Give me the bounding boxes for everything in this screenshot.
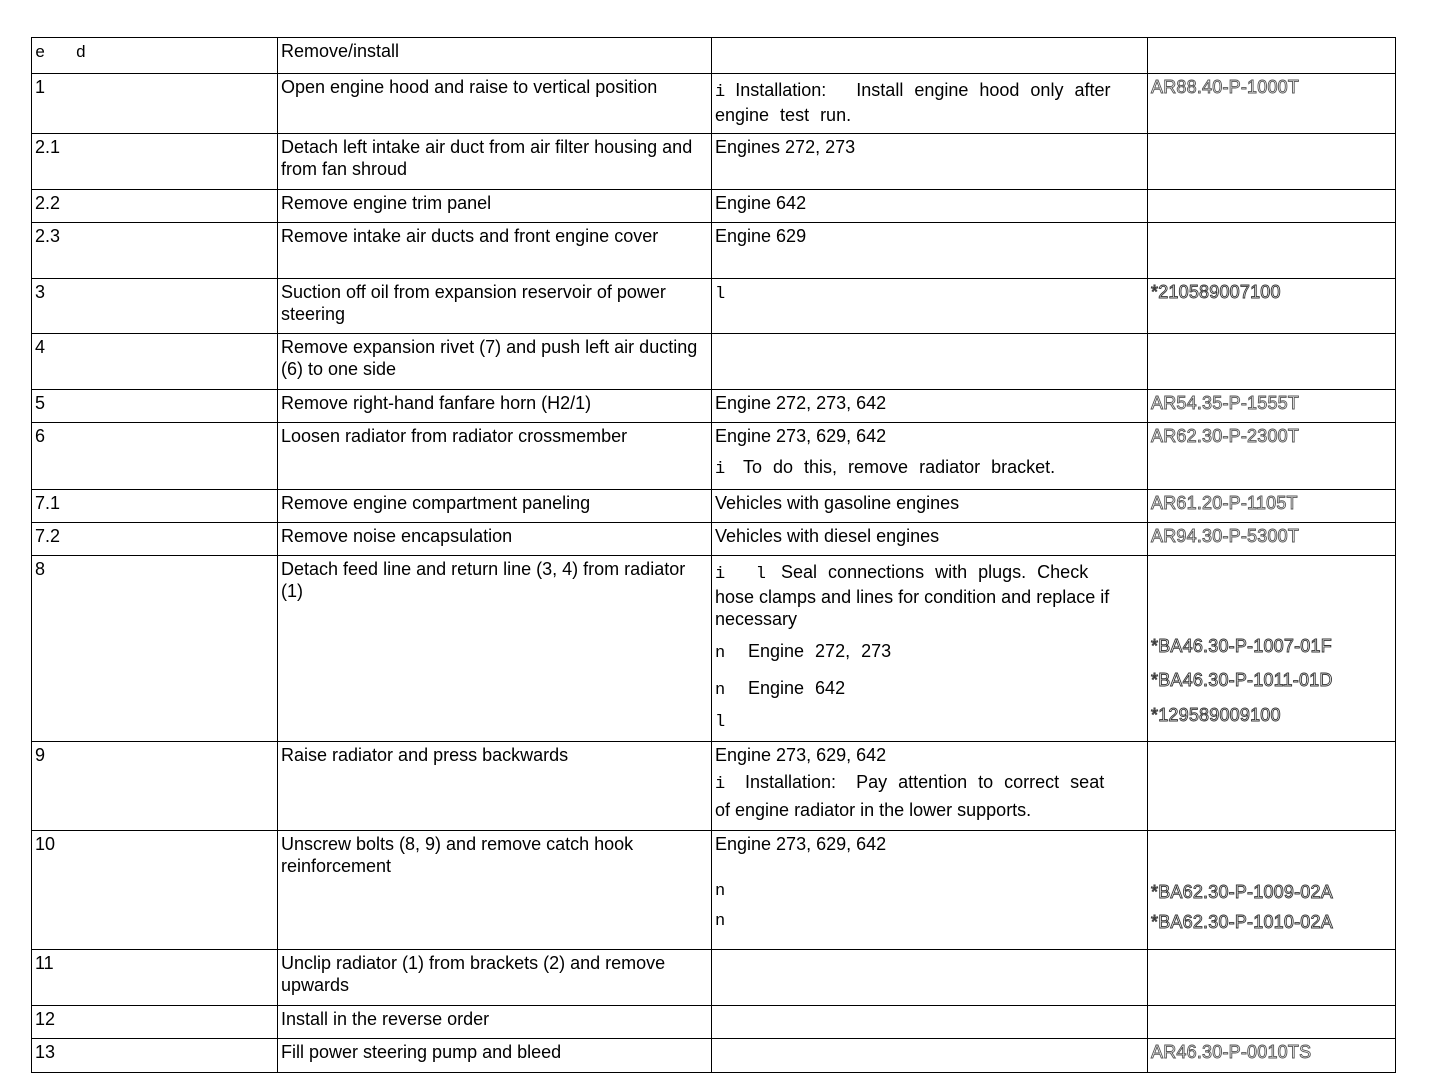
step-action-text: Detach left intake air duct from air filter housing and from fan shroud xyxy=(281,137,693,179)
step-action-text: Remove expansion rivet (7) and push left air ducting (6) to one side xyxy=(281,337,698,379)
step-action xyxy=(278,1006,712,1039)
step-note xyxy=(712,223,1148,279)
bullet-icon: n xyxy=(715,681,726,700)
step-action-text: Remove intake air ducts and front engine cover xyxy=(281,226,659,246)
step-number xyxy=(32,423,278,490)
step-ref xyxy=(1148,423,1396,490)
note-text: Engine 273, 629, 642 xyxy=(715,745,887,765)
step-ref xyxy=(1148,223,1396,279)
step-note xyxy=(712,390,1148,423)
note-text: Vehicles with diesel engines xyxy=(715,526,940,546)
step-number xyxy=(32,742,278,831)
step-number xyxy=(32,223,278,279)
step-note xyxy=(712,490,1148,523)
reference-link[interactable]: AR62.30-P-2300T xyxy=(1151,426,1300,446)
table-row xyxy=(32,223,1396,279)
note-detail-text: To do this, remove radiator bracket. xyxy=(743,457,1056,477)
step-number-text: 5 xyxy=(35,393,46,413)
step-action-text: Detach feed line and return line (3, 4) from radiator (1) xyxy=(281,559,686,601)
torque-reference-link[interactable]: *BA62.30-P-1010-02A xyxy=(1151,912,1333,932)
step-action xyxy=(278,390,712,423)
step-number xyxy=(32,950,278,1006)
header-cell-note xyxy=(712,38,1148,74)
step-action-text: Unscrew bolts (8, 9) and remove catch hook reinforcement xyxy=(281,834,634,876)
step-ref xyxy=(1148,490,1396,523)
step-action-text: Remove engine compartment paneling xyxy=(281,493,591,513)
tool-reference-link[interactable]: *210589007100 xyxy=(1151,282,1281,302)
step-note xyxy=(712,950,1148,1006)
step-action-text: Remove noise encapsulation xyxy=(281,526,513,546)
step-number xyxy=(32,556,278,742)
step-number xyxy=(32,490,278,523)
step-note xyxy=(712,556,1148,742)
step-number xyxy=(32,74,278,134)
step-ref xyxy=(1148,190,1396,223)
bullet-icon: n xyxy=(715,882,726,901)
step-action-text: Remove engine trim panel xyxy=(281,193,492,213)
note-text: Install engine hood only after engine test run. xyxy=(715,80,1111,125)
step-action-text: Remove right-hand fanfare horn (H2/1) xyxy=(281,393,592,413)
step-number-text: 8 xyxy=(35,559,46,579)
table-header-row xyxy=(32,38,1396,74)
step-ref xyxy=(1148,556,1396,742)
note-detail-continued: of engine radiator in the lower supports. xyxy=(715,800,1032,820)
step-number-text: 2.1 xyxy=(35,137,61,157)
step-action-text: Raise radiator and press backwards xyxy=(281,745,569,765)
table-row xyxy=(32,1039,1396,1073)
torque-reference-link[interactable]: *BA62.30-P-1009-02A xyxy=(1151,882,1333,902)
tool-reference-link[interactable]: *129589009100 xyxy=(1151,705,1281,725)
step-note xyxy=(712,1039,1148,1073)
table-row xyxy=(32,1006,1396,1039)
sub-note-text: Engine 272, 273 xyxy=(748,641,892,661)
step-number xyxy=(32,190,278,223)
step-note xyxy=(712,742,1148,831)
step-number-text: 9 xyxy=(35,745,46,765)
info-icon: i xyxy=(715,460,726,479)
table-row xyxy=(32,74,1396,134)
step-number-text: 13 xyxy=(35,1042,56,1062)
step-number-text: 4 xyxy=(35,337,46,357)
step-action xyxy=(278,223,712,279)
note-text: Engines 272, 273 xyxy=(715,137,856,157)
table-row xyxy=(32,390,1396,423)
bullet-icon: n xyxy=(715,644,726,663)
step-action-text: Loosen radiator from radiator crossmember xyxy=(281,426,628,446)
table-row xyxy=(32,950,1396,1006)
note-text: Engine 272, 273, 642 xyxy=(715,393,887,413)
step-number-text: 12 xyxy=(35,1009,56,1029)
step-ref xyxy=(1148,390,1396,423)
table-row xyxy=(32,190,1396,223)
step-number xyxy=(32,134,278,190)
header-step-label: e d xyxy=(35,44,87,63)
step-ref xyxy=(1148,74,1396,134)
table-row xyxy=(32,742,1396,831)
step-ref xyxy=(1148,950,1396,1006)
step-action-text: Unclip radiator (1) from brackets (2) and remove upwards xyxy=(281,953,666,995)
step-action xyxy=(278,279,712,334)
step-number xyxy=(32,523,278,556)
step-number-text: 11 xyxy=(35,953,54,973)
step-note xyxy=(712,74,1148,134)
table-row xyxy=(32,523,1396,556)
note-text: Engine 629 xyxy=(715,226,807,246)
step-note xyxy=(712,423,1148,490)
step-action xyxy=(278,134,712,190)
step-ref xyxy=(1148,134,1396,190)
step-number xyxy=(32,1039,278,1073)
step-note xyxy=(712,134,1148,190)
info-icon: i xyxy=(715,775,726,794)
step-action-text: Install in the reverse order xyxy=(281,1009,490,1029)
step-action xyxy=(278,950,712,1006)
step-note xyxy=(712,190,1148,223)
note-text: Engine 642 xyxy=(715,193,807,213)
step-number-text: 2.2 xyxy=(35,193,61,213)
table-row xyxy=(32,134,1396,190)
step-number xyxy=(32,831,278,950)
step-action xyxy=(278,742,712,831)
reference-link[interactable]: AR61.20-P-1105T xyxy=(1151,493,1298,513)
step-ref xyxy=(1148,1006,1396,1039)
reference-link[interactable]: AR46.30-P-0010TS xyxy=(1151,1042,1312,1062)
step-action xyxy=(278,423,712,490)
step-number xyxy=(32,279,278,334)
note-text: Seal connections with plugs. Check xyxy=(781,562,1089,582)
step-action xyxy=(278,490,712,523)
torque-reference-link[interactable]: *BA46.30-P-1011-01D xyxy=(1151,670,1333,690)
tool-icon: l xyxy=(715,285,726,304)
reference-link[interactable]: AR54.35-P-1555T xyxy=(1151,393,1300,413)
header-cell-step xyxy=(32,38,278,74)
step-ref xyxy=(1148,279,1396,334)
table-row xyxy=(32,334,1396,390)
step-action-text: Open engine hood and raise to vertical position xyxy=(281,77,658,97)
sub-note-text: Engine 642 xyxy=(748,678,846,698)
step-ref xyxy=(1148,523,1396,556)
step-action xyxy=(278,556,712,742)
note-detail-text: Pay attention to correct seat xyxy=(856,772,1105,792)
reference-link[interactable]: AR94.30-P-5300T xyxy=(1151,526,1300,546)
step-number xyxy=(32,390,278,423)
step-number-text: 7.2 xyxy=(35,526,61,546)
bullet-icon: n xyxy=(715,912,726,931)
note-text: Engine 273, 629, 642 xyxy=(715,834,887,854)
step-number-text: 1 xyxy=(35,77,46,97)
header-action-label: Remove/install xyxy=(281,41,400,61)
step-number-text: 10 xyxy=(35,834,56,854)
step-action xyxy=(278,523,712,556)
table-row xyxy=(32,831,1396,950)
torque-reference-link[interactable]: *BA46.30-P-1007-01F xyxy=(1151,636,1332,656)
step-action-text: Fill power steering pump and bleed xyxy=(281,1042,562,1062)
step-ref xyxy=(1148,1039,1396,1073)
step-action xyxy=(278,334,712,390)
step-number xyxy=(32,1006,278,1039)
tool-icon: l xyxy=(715,713,726,732)
reference-link[interactable]: AR88.40-P-1000T xyxy=(1151,77,1300,97)
step-action xyxy=(278,1039,712,1073)
note-label: Installation: xyxy=(745,772,837,792)
step-note xyxy=(712,831,1148,950)
step-ref xyxy=(1148,334,1396,390)
note-text: Engine 273, 629, 642 xyxy=(715,426,887,446)
step-number-text: 3 xyxy=(35,282,46,302)
note-label: Installation: xyxy=(735,80,827,100)
step-ref xyxy=(1148,742,1396,831)
step-action xyxy=(278,831,712,950)
step-number-text: 7.1 xyxy=(35,493,61,513)
step-ref xyxy=(1148,831,1396,950)
header-cell-ref xyxy=(1148,38,1396,74)
header-cell-action xyxy=(278,38,712,74)
table-row xyxy=(32,423,1396,490)
step-action-text: Suction off oil from expansion reservoir of power steering xyxy=(281,282,666,324)
step-note xyxy=(712,279,1148,334)
step-note xyxy=(712,334,1148,390)
remove-install-steps-table xyxy=(31,37,1396,1073)
note-text-continued: hose clamps and lines for condition and replace if necessary xyxy=(715,587,1110,629)
step-number-text: 6 xyxy=(35,426,46,446)
step-number xyxy=(32,334,278,390)
info-tool-icons: i l xyxy=(715,565,767,584)
step-note xyxy=(712,523,1148,556)
table-row xyxy=(32,279,1396,334)
info-icon: i xyxy=(715,83,726,102)
table-row xyxy=(32,490,1396,523)
note-text: Vehicles with gasoline engines xyxy=(715,493,960,513)
step-number-text: 2.3 xyxy=(35,226,61,246)
step-action xyxy=(278,190,712,223)
table-row xyxy=(32,556,1396,742)
step-action xyxy=(278,74,712,134)
step-note xyxy=(712,1006,1148,1039)
